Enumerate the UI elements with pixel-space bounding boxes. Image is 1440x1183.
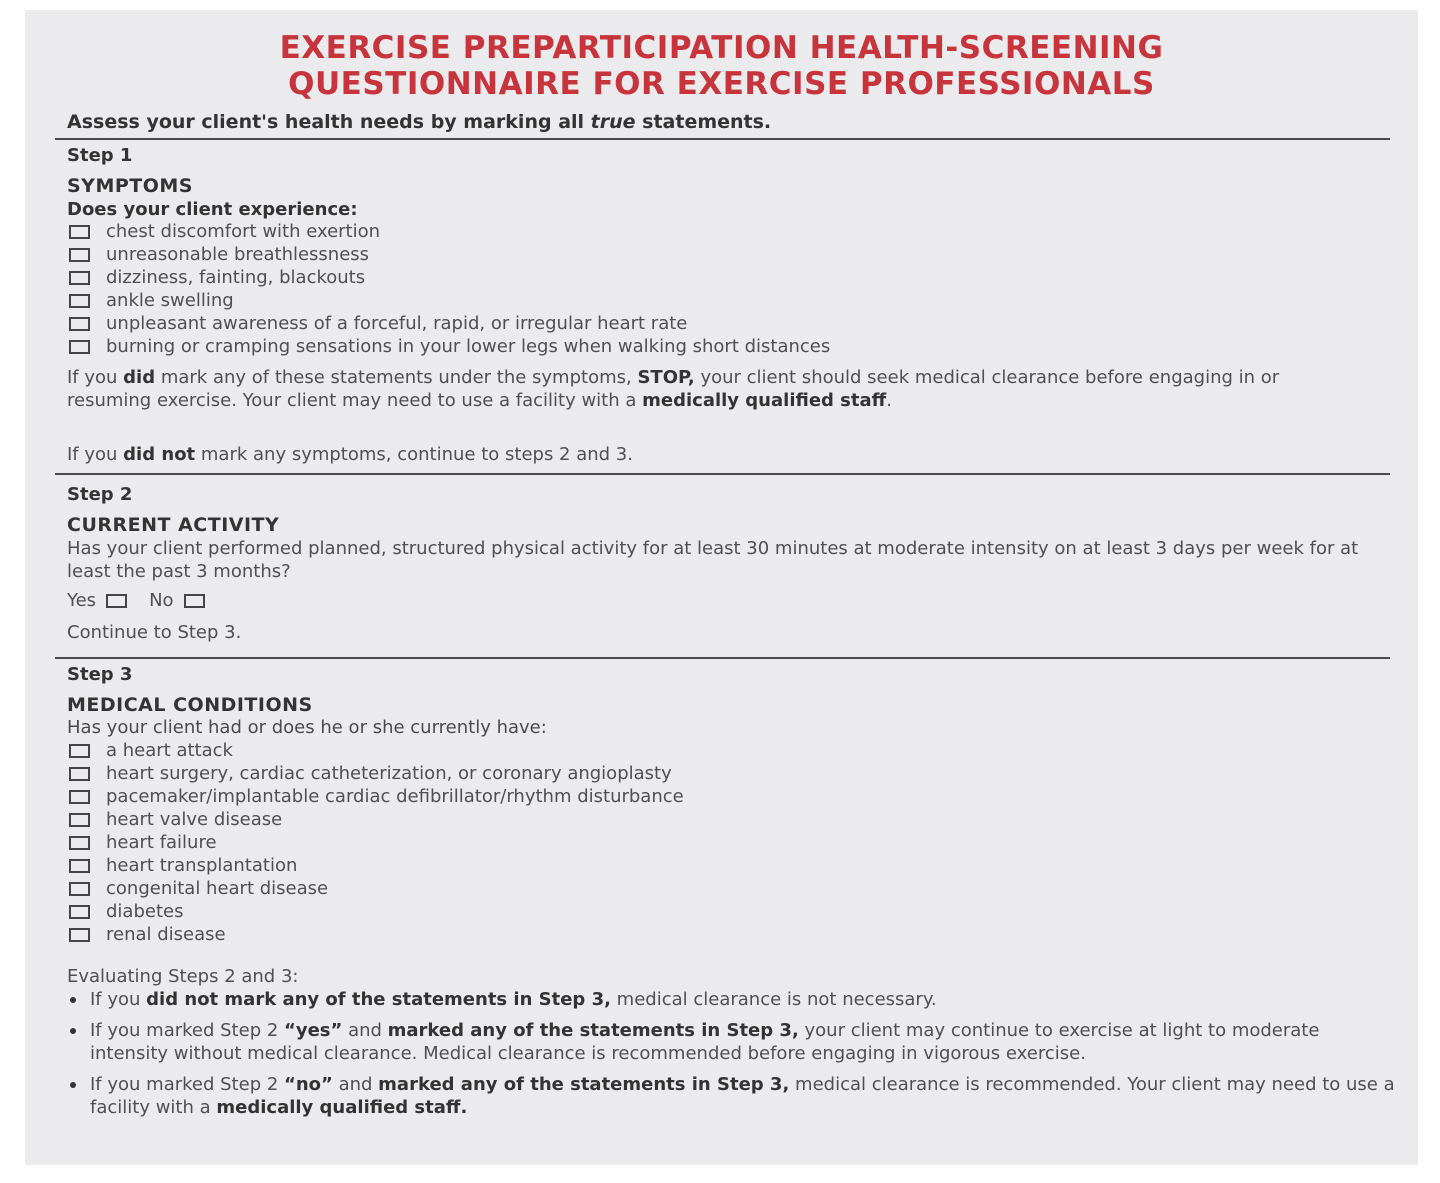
bullet-text: If you marked Step 2 [90, 1074, 285, 1095]
checklist-item-label: diabetes [106, 901, 184, 922]
note-text: If you [67, 444, 124, 465]
checklist-item[interactable] [69, 289, 830, 312]
note-text: . [886, 390, 892, 411]
checklist-item[interactable] [69, 335, 830, 358]
step2-label: Step 2 [67, 484, 133, 505]
title-line-1: EXERCISE PREPARTICIPATION HEALTH-SCREENING [279, 30, 1164, 66]
checkbox[interactable] [69, 340, 90, 354]
intro-emphasis: true [590, 111, 636, 133]
checklist-item-label: unpleasant awareness of a forceful, rapid, or irregular heart rate [106, 313, 688, 334]
bullet-bold: marked any of the statements in Step 3, [387, 1020, 799, 1041]
checkbox[interactable] [69, 836, 90, 850]
checkbox[interactable] [69, 271, 90, 285]
no-checkbox[interactable] [184, 594, 205, 608]
note-text: mark any of these statements under the symptoms, [155, 367, 638, 388]
bullet-text: If you [90, 989, 147, 1010]
note-bold: medically qualified staff [642, 390, 887, 411]
step2-yes-no [67, 590, 227, 611]
intro-text: Assess your client's health needs by marking all [67, 111, 591, 133]
yes-checkbox[interactable] [106, 594, 127, 608]
checkbox[interactable] [69, 882, 90, 896]
step1-heading: SYMPTOMS [67, 175, 193, 197]
checkbox[interactable] [69, 248, 90, 262]
bullet-text: and [342, 1020, 388, 1041]
bullet-text: and [332, 1074, 379, 1095]
step3-lead: Has your client had or does he or she currently have: [67, 717, 547, 738]
checklist-item[interactable] [69, 923, 684, 946]
evaluation-list [67, 988, 1397, 1127]
checklist-item[interactable] [69, 243, 830, 266]
step1-lead: Does your client experience: [67, 199, 358, 220]
step3-label: Step 3 [67, 664, 133, 685]
step1-label: Step 1 [67, 145, 133, 166]
divider [55, 657, 1390, 659]
checkbox[interactable] [69, 928, 90, 942]
checklist-item-label: dizziness, fainting, blackouts [106, 267, 366, 288]
checklist-item-label: chest discomfort with exertion [106, 221, 381, 242]
note-text: your client should seek medical clearance before engaging in or resuming exercise. Your client may need to use a facility with a [67, 367, 1280, 411]
checklist-item-label: congenital heart disease [106, 878, 329, 899]
note-bold: STOP, [637, 367, 695, 388]
bullet-text: your client may continue to exercise at light to moderate intensity without medical clearance. Medical clearance is recommended before engaging in vigorous exercise. [90, 1020, 1320, 1064]
checklist-item[interactable] [69, 762, 684, 785]
checkbox[interactable] [69, 317, 90, 331]
checklist-item[interactable] [69, 877, 684, 900]
note-bold: did not [123, 444, 196, 465]
note-text: If you [67, 367, 124, 388]
questionnaire-panel [25, 10, 1418, 1165]
evaluation-lead: Evaluating Steps 2 and 3: [67, 966, 299, 987]
step2-continue: Continue to Step 3. [67, 622, 242, 643]
checklist-item[interactable] [69, 900, 684, 923]
checklist-item[interactable] [69, 854, 684, 877]
checkbox[interactable] [69, 225, 90, 239]
checkbox[interactable] [69, 813, 90, 827]
bullet-text: medical clearance is not necessary. [610, 989, 937, 1010]
step1-stop-note [67, 366, 1367, 412]
checkbox[interactable] [69, 744, 90, 758]
checklist-item[interactable] [69, 266, 830, 289]
checkbox[interactable] [69, 767, 90, 781]
checklist-item[interactable] [69, 312, 830, 335]
bullet-text: If you marked Step 2 [90, 1020, 285, 1041]
bullet-bold: marked any of the statements in Step 3, [378, 1074, 790, 1095]
checklist-item[interactable] [69, 831, 684, 854]
intro-instruction [67, 111, 771, 133]
checklist-item-label: pacemaker/implantable cardiac defibrillator/rhythm disturbance [106, 786, 684, 807]
bullet-bold: “yes” [284, 1020, 343, 1041]
conditions-checklist [69, 739, 684, 946]
symptoms-checklist [69, 220, 830, 358]
checklist-item-label: renal disease [106, 924, 226, 945]
page-title [25, 30, 1418, 102]
bullet-bold: medically qualified staff. [216, 1097, 468, 1118]
yes-label: Yes [67, 590, 97, 611]
checklist-item-label: unreasonable breathlessness [106, 244, 370, 265]
note-text: mark any symptoms, continue to steps 2 and 3. [195, 444, 633, 465]
step2-heading: CURRENT ACTIVITY [67, 514, 280, 536]
evaluation-bullet [67, 1019, 1397, 1065]
note-bold: did [123, 367, 156, 388]
title-line-2: QUESTIONNAIRE FOR EXERCISE PROFESSIONALS [288, 66, 1155, 102]
bullet-bold: did not mark any of the statements in Step 3, [146, 989, 611, 1010]
checkbox[interactable] [69, 294, 90, 308]
checklist-item-label: heart transplantation [106, 855, 298, 876]
checklist-item-label: burning or cramping sensations in your lower legs when walking short distances [106, 336, 831, 357]
checklist-item[interactable] [69, 785, 684, 808]
checklist-item[interactable] [69, 220, 830, 243]
divider [55, 138, 1390, 140]
checkbox[interactable] [69, 905, 90, 919]
step1-continue-note [67, 443, 1367, 466]
no-label: No [149, 590, 174, 611]
intro-text-end: statements. [635, 111, 772, 133]
divider [55, 473, 1390, 475]
bullet-text: medical clearance is recommended. Your client may need to use a facility with a [90, 1074, 1395, 1118]
checklist-item-label: heart valve disease [106, 809, 283, 830]
step2-question: Has your client performed planned, structured physical activity for at least 30 minutes at moderate intensity on at least 3 days per week for at least the past 3 months? [67, 538, 1359, 582]
step3-heading: MEDICAL CONDITIONS [67, 694, 313, 716]
checklist-item-label: a heart attack [106, 740, 233, 761]
checklist-item-label: ankle swelling [106, 290, 234, 311]
checkbox[interactable] [69, 859, 90, 873]
bullet-bold: “no” [284, 1074, 333, 1095]
checklist-item-label: heart surgery, cardiac catheterization, or coronary angioplasty [106, 763, 672, 784]
checklist-item[interactable] [69, 739, 684, 762]
evaluation-bullet [67, 988, 1397, 1011]
evaluation-bullet [67, 1073, 1397, 1119]
checklist-item[interactable] [69, 808, 684, 831]
checklist-item-label: heart failure [106, 832, 217, 853]
checkbox[interactable] [69, 790, 90, 804]
